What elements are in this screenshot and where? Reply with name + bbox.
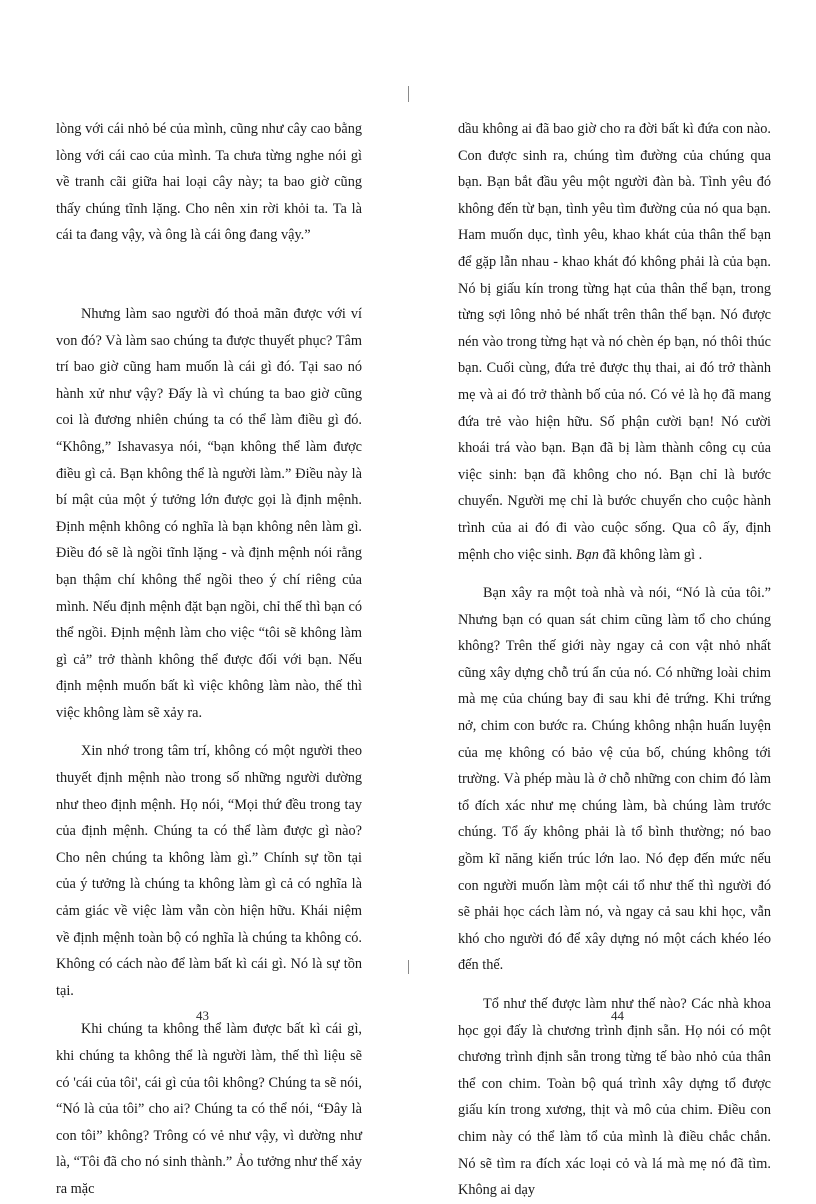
page-divider-bottom	[408, 960, 409, 974]
left-page-text	[56, 116, 362, 1203]
right-paragraph-2: Bạn xây ra một toà nhà và nói, “Nó là của tôi.” Nhưng bạn có quan sát chim cũng làm tổ cho chúng không? Trên thế giới này ngay cả con vật nhỏ nhất cũng xây dựng chỗ trú ẩn của nó. Có những loài chim mà mẹ của chúng bay đi sau khi đẻ trứng. Khi trứng nở, chim con bước ra. Chúng không nhận huấn luyện của mẹ không có bảo vệ của bố, chúng không tới trường. Và phép màu là ở chỗ những con chim đó làm tổ đích xác như mẹ chúng làm, bà chúng làm trước chúng. Tổ ấy không phải là tổ bình thường; nó bao gồm kĩ năng kiến trúc lớn lao. Nó đẹp đến mức nếu con người muốn làm một cái tổ như thế thì người đó sẽ phải học cách làm nó, và ngay cả sau khi học, vẫn khó cho người đó để xây dựng nó một cách khéo léo đến thế.	[458, 585, 771, 974]
right-paragraph-1-main: dầu không ai đã bao giờ cho ra đời bất kì đứa con nào. Con được sinh ra, chúng tìm đường của chúng qua bạn. Bạn bắt đầu yêu một người đàn bà. Tình yêu đó không đến từ bạn, tình yêu tìm đường của nó qua bạn. Ham muốn dục, tình yêu, khao khát của thân thể bạn để gặp lẫn nhau - khao khát đó không phải là của bạn. Nó bị giấu kín trong từng hạt của thân thể bạn, trong từng sợi lông nhỏ bé nhất trên thân thể bạn. Nó được nén vào trong từng hạt và nó chèn ép bạn, nó thôi thúc bạn. Cuối cùng, đứa trẻ được thụ thai, ai đó trở thành mẹ và ai đó trở thành bố của nó. Có vẻ là họ đã mang đứa trẻ vào hiện hữu. Số phận cười bạn! Nó cười khoái trá vào bạn. Bạn đã bị làm thành công cụ của việc sinh: bạn đã không cho nó. Bạn chỉ là bước chuyển. Người mẹ chỉ là bước chuyển cho cuộc hành trình của ai đó đi vào cuộc sống. Qua cô ấy, định mệnh cho việc sinh.	[458, 121, 771, 563]
right-paragraph-1-tail: đã không làm gì .	[598, 546, 703, 563]
left-paragraph-2: Nhưng làm sao người đó thoả mãn được với ví von đó? Và làm sao chúng ta được thuyết phục? Tâm trí bao giờ cũng ham muốn là cái gì đó. Tại sao nó hành xử như vậy? Đấy là vì chúng ta bao giờ cũng coi là đương nhiên chúng ta có thể làm điều gì đó. “Không,” Ishavasya nói, “bạn không thể làm được điều gì cả. Bạn không thể là người làm.” Điều này là bí mật của một ý tưởng lớn được gọi là định mệnh. Định mệnh không có nghĩa là bạn không nên làm gì. Điều đó sẽ là ngồi tĩnh lặng - và định mệnh nói rằng bạn thậm chí không thể ngồi theo ý chí riêng của mình. Nếu định mệnh đặt bạn ngồi, chỉ thế thì bạn có thể ngồi. Định mệnh làm cho việc “tôi sẽ không làm gì cả” trở thành không thể được đối với bạn. Nếu định mệnh muốn bất kì việc không làm nào, thế thì việc không làm sẽ xảy ra.	[56, 305, 362, 721]
right-page-text	[458, 116, 771, 1204]
right-paragraph-1	[458, 116, 771, 568]
left-paragraph-4: Khi chúng ta không thể làm được bất kì cái gì, khi chúng ta không thể là người làm, thế thì liệu sẽ có 'cái của tôi', cái gì của tôi không? Chúng ta sẽ nói, “Nó là của tôi” cho ai? Chúng ta có thể nói, “Đây là con tôi” không? Trông có vẻ như vậy, vì dường như là, “Tôi đã cho nó sinh thành.” Ảo tưởng như thế xảy ra mặc	[56, 1021, 362, 1197]
left-paragraph-1: lòng với cái nhỏ bé của mình, cũng như cây cao bằng lòng với cái cao của mình. Ta chưa từng nghe nói gì về tranh cãi giữa hai loại cây này; ta bao giờ cũng thấy chúng tĩnh lặng. Cho nên xin rời khỏi ta. Ta là cái ta đang vậy, và ông là cái ông đang vậy.”	[56, 121, 362, 244]
right-paragraph-3: Tổ như thế được làm như thế nào? Các nhà khoa học gọi đấy là chương trình định sẵn. Họ nói có một chương trình định sẵn trong từng tế bào nhỏ của thân thể con chim. Toàn bộ quá trình xây dựng tổ được giấu kín trong xương, thịt và mô của chim. Điều con chim này có thể làm tổ của mình là điều chắc chắn. Nó sẽ tìm ra đích xác loại cỏ và lá mà mẹ nó đã tìm. Không ai dạy	[458, 996, 771, 1199]
right-paragraph-1-italic: Bạn	[575, 546, 599, 563]
page-divider-top	[408, 86, 409, 102]
left-paragraph-3: Xin nhớ trong tâm trí, không có một người theo thuyết định mệnh nào trong số những người dường như theo định mệnh. Họ nói, “Mọi thứ đều trong tay của định mệnh. Chúng ta có thể làm được gì nào? Cho nên chúng ta không làm gì.” Chính sự tồn tại của ý tưởng là chúng ta không làm gì cả có nghĩa là cảm giác về việc làm vẫn còn hiện hữu. Khái niệm về định mệnh toàn bộ có nghĩa là chúng ta không có. Không có cách nào để làm bất kì cái gì. Nó là sự tồn tại.	[56, 743, 362, 999]
page-number-left: 43	[196, 1008, 209, 1023]
page-number-right: 44	[611, 1008, 624, 1023]
